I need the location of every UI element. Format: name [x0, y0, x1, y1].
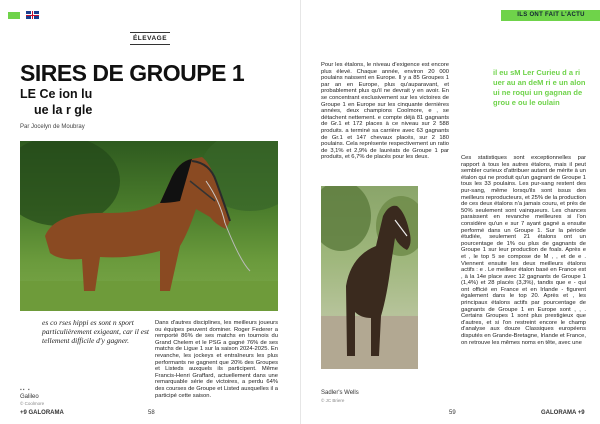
caption-icon: ▪▪ ▪	[20, 387, 31, 393]
footer-magazine-left: +9 GALORAMA	[20, 410, 64, 416]
galileo-photo	[20, 141, 278, 311]
green-pull-quote: il eu sM Ler Curieu d a ri uer au an deM ri e un alon ui ne roqui un gagnan de grou e ou le oulain	[493, 68, 586, 107]
photo-credit-galileo: © Coolmore	[20, 401, 45, 406]
right-body-column-1	[321, 62, 449, 164]
right-col2-paragraph: Ces statistiques sont exceptionnelles par rapport à tous les autres étalons, mais il peut sembler curieux d'attribuer autant de mérite à un étalon qui ne produit qu'un gagnant de Groupe 1 tous les 33 poulains. Les pur-sang restent des pur-sang, même lorsqu'ils sont issus des meilleurs reproducteurs, et 25% de la production de ces deux étalons n'a jamais couru, et près de 50% seulement sont vainqueurs. Les chances paraissent en revanche meilleures si l'on considère qu'un e sur 7 ayant gagné a ensuite performé dans un Groupe 1. Sur la période étudiée, seulement 21 étalons ont un pourcentage de 1% ou plus de gagnants de Groupe 1 sur leur production de foals. Après e et , le top 5 se compose de M , , et de e . Viennent ensuite les deux meilleurs étalons actifs : e . Le meilleur étalon basé en France est , à la 14e place avec 12 gagnants de Groupe 1 (1,4%) et 28 placés (3,3%), tandis que e - qui ont officié en France et en Irlande - figurent également dans le top 20. Après et , les principaux étalons actifs par pourcentage de gagnants de Groupe 1 en Europe sont , , . Certains Groupes 1 sont plus prestigieux que d'autres, et si l'on restreint encore le champ d'analyse aux douze Classiques européens disputés en Grande-Bretagne, Irlande et France, on retrouve les mêmes noms en tête, avec une	[461, 155, 586, 346]
left-body-column	[155, 320, 278, 402]
byline: Par Jocelyn de Moubray	[20, 124, 85, 130]
right-body-column-2	[461, 155, 586, 349]
horse-illustration-2	[321, 186, 418, 369]
right-col1-paragraph: Pour les étalons, le niveau d'exigence est encore plus élevé. Chaque année, environ 20 000 poulains naissent en Europe. Il y a 85 Groupes 1 par an en Europe, plus qu'auparavant, et probablement plus qu'il ne devrait y en avoir. En se concentrant exclusivement sur les victoires de Groupe 1 en Europe sur les cinquante dernières années, deux champions Coolmore, e , se détachent nettement. e compte déjà 81 gagnants de Gr.1 et 172 places à ce niveau sur 2 588 produits. a terminé sa carrière avec 63 gagnants de Gr.1 et 147 chevaux placés, sur 2 180 poulains. Cela représente respectivement un ratio de 3,1% et 2,9% de lauréats de Groupe 1 par produits, et 6,7% de placés pour les deux.	[321, 62, 449, 161]
photo-credit-sadlers-wells: © JC Briere	[321, 398, 345, 403]
section-tag: ÉLEVAGE	[130, 32, 170, 45]
sadlers-wells-photo	[321, 186, 418, 369]
horse-illustration	[20, 141, 278, 311]
footer-magazine-right: GALORAMA +9	[541, 410, 585, 416]
photo-caption-galileo: Galileo	[20, 394, 39, 400]
article-subtitle	[20, 86, 280, 118]
subtitle-line-1: LE Ce ion lu	[20, 87, 93, 101]
header-tag: ILS ONT FAIT L'ACTU	[501, 10, 600, 21]
green-square-icon	[8, 12, 20, 19]
page-number-right: 59	[449, 410, 456, 416]
page-number-left: 58	[148, 410, 155, 416]
right-page	[300, 0, 600, 424]
uk-flag-icon[interactable]	[26, 11, 39, 19]
photo-caption-sadlers-wells: Sadler's Wells	[321, 390, 359, 396]
pull-quote: es co rses hippi es sont n sport particulièrement exigeant, car il est tellement difficile d'y gagner.	[42, 318, 149, 345]
article-title: SIRES DE GROUPE 1	[20, 60, 245, 86]
subtitle-line-2: ue la r gle	[34, 103, 93, 117]
left-body-paragraph: Dans d'autres disciplines, les meilleurs joueurs ou équipes peuvent dominer. Roger Federer a remporté 86% de ses matchs en tournois du Grand Chelem et le PSG a gagné 76% de ses matchs de Ligue 1 sur la saison 2024-2025. En revanche, les jockeys et entraîneurs les plus performants ne gagnent que 20% des Groupes et Listeds auxquels ils participent. Même Francis-Henri Graffard, actuellement dans une remarquable série de victoires, a perdu 64% des courses de Groupe et Listed auxquelles il a participé cette saison.	[155, 320, 278, 399]
